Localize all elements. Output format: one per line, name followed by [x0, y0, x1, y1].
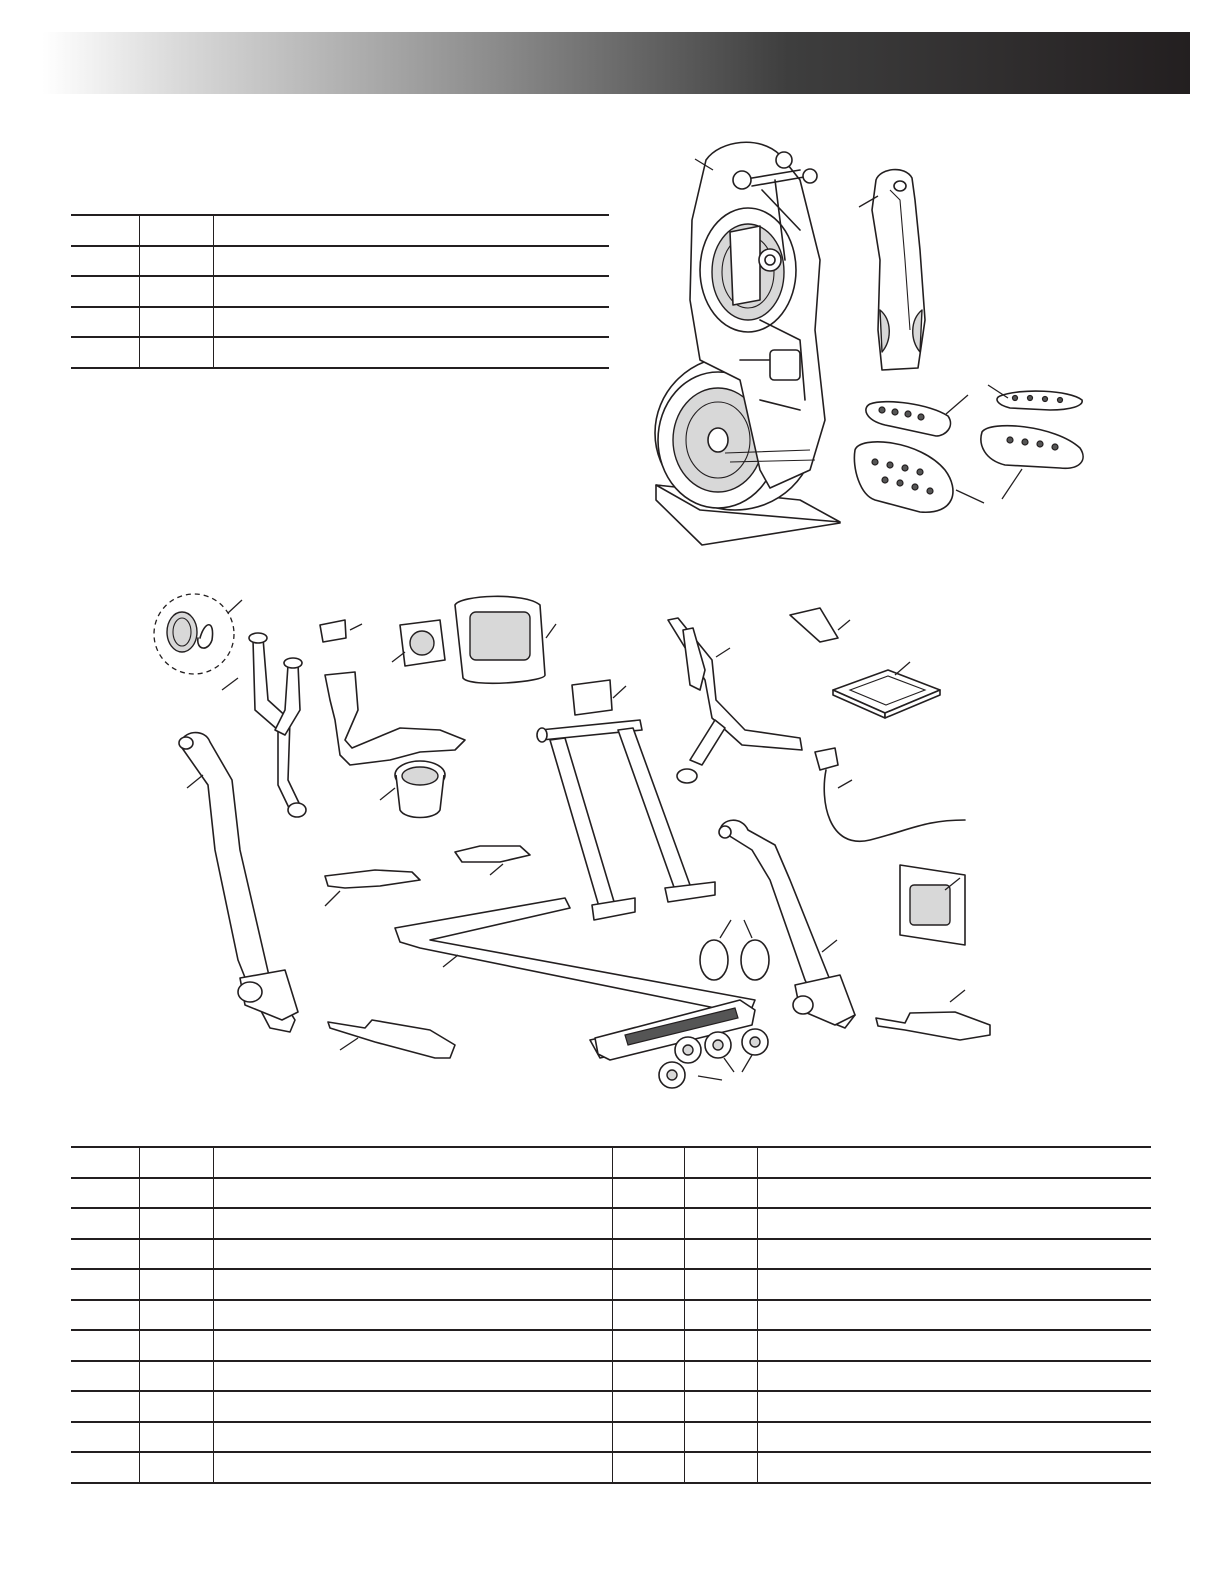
table-row: [71, 1330, 1151, 1361]
table-cell: [213, 1178, 612, 1209]
table-cell: [757, 1330, 1151, 1361]
table-cell: [139, 1239, 213, 1270]
table-cell: [612, 1330, 684, 1361]
table-cell: [71, 1361, 139, 1392]
table-cell: [139, 1300, 213, 1331]
table-cell: [71, 1422, 139, 1453]
table-cell: [612, 1361, 684, 1392]
table-cell: [684, 1330, 757, 1361]
table-cell: [71, 1269, 139, 1300]
table-row: [71, 1391, 1151, 1422]
table-row: [71, 1208, 1151, 1239]
table-cell: [757, 1361, 1151, 1392]
table-cell: [139, 1391, 213, 1422]
table-cell: [71, 1147, 139, 1178]
table-cell: [684, 1208, 757, 1239]
table-cell: [139, 1269, 213, 1300]
table-cell: [139, 1208, 213, 1239]
parts-table-bottom: [71, 1146, 1151, 1484]
table-cell: [612, 1300, 684, 1331]
table-cell: [612, 1269, 684, 1300]
table-cell: [71, 1300, 139, 1331]
table-cell: [684, 1361, 757, 1392]
table-cell: [612, 1391, 684, 1422]
table-cell: [612, 1178, 684, 1209]
table-cell: [71, 1208, 139, 1239]
table-cell: [213, 1452, 612, 1483]
table-cell: [757, 1178, 1151, 1209]
table-row: [71, 1422, 1151, 1453]
table-cell: [684, 1239, 757, 1270]
table-row: [71, 1300, 1151, 1331]
table-cell: [757, 1422, 1151, 1453]
table-cell: [213, 1330, 612, 1361]
table-cell: [71, 1391, 139, 1422]
table-row: [71, 1452, 1151, 1483]
table-cell: [684, 1300, 757, 1331]
table-cell: [213, 1208, 612, 1239]
table-cell: [213, 1422, 612, 1453]
table-row: [71, 1147, 1151, 1178]
table-cell: [139, 1422, 213, 1453]
table-cell: [139, 1361, 213, 1392]
table-row: [71, 1269, 1151, 1300]
table-cell: [71, 1239, 139, 1270]
table-cell: [684, 1391, 757, 1422]
table-row: [71, 1361, 1151, 1392]
table-cell: [71, 1330, 139, 1361]
table-cell: [757, 1452, 1151, 1483]
table-cell: [757, 1269, 1151, 1300]
table-cell: [213, 1147, 612, 1178]
table-cell: [684, 1178, 757, 1209]
table-row: [71, 1178, 1151, 1209]
table-cell: [757, 1147, 1151, 1178]
exploded-parts-illustration: [0, 580, 1225, 1140]
table-cell: [71, 1178, 139, 1209]
table-cell: [139, 1330, 213, 1361]
table-cell: [684, 1452, 757, 1483]
table-cell: [213, 1239, 612, 1270]
table-cell: [612, 1208, 684, 1239]
table-cell: [757, 1239, 1151, 1270]
table-cell: [213, 1300, 612, 1331]
table-cell: [71, 1452, 139, 1483]
table-cell: [139, 1178, 213, 1209]
table-cell: [757, 1300, 1151, 1331]
table-row: [71, 1239, 1151, 1270]
table-cell: [757, 1208, 1151, 1239]
table-cell: [139, 1147, 213, 1178]
table-cell: [213, 1391, 612, 1422]
table-cell: [684, 1269, 757, 1300]
table-cell: [612, 1452, 684, 1483]
table-cell: [612, 1422, 684, 1453]
table-cell: [684, 1147, 757, 1178]
table-cell: [213, 1269, 612, 1300]
main-frame-illustration: [0, 0, 1225, 600]
table-cell: [612, 1239, 684, 1270]
table-cell: [213, 1361, 612, 1392]
table-cell: [684, 1422, 757, 1453]
table-cell: [612, 1147, 684, 1178]
table-cell: [757, 1391, 1151, 1422]
table-cell: [139, 1452, 213, 1483]
